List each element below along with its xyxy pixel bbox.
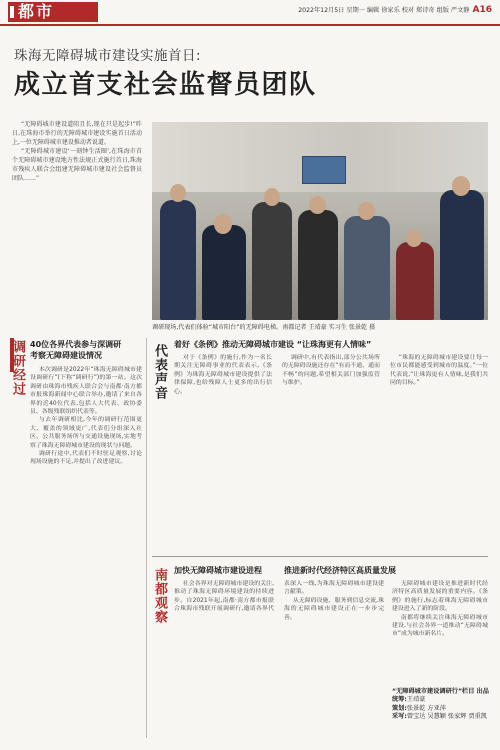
research-text xyxy=(30,366,142,738)
photo-caption: 调研现场,代表们体验“城市阳台”的无障碍电梯。南都记者 王靖豪 实习生 张景乾 摄 xyxy=(152,324,376,331)
voice-paragraph: 调研中,有代表指出,部分公共场所的无障碍设施还存在“有而不通、通而不畅”的问题,希望相关部门加强监管与维护。 xyxy=(282,355,380,387)
credits-block xyxy=(392,688,490,722)
credit-name: 张景乾 方亚萍 xyxy=(406,704,446,712)
voice-text xyxy=(174,354,488,550)
south-paragraph: 南都将继续关注珠海无障碍城市建设,与社会各界一道推动“无障碍城市”成为城市新名片。 xyxy=(392,614,488,638)
voice-paragraph: “珠海的无障碍城市建设要让每一位市民都能感受到城市的温度。”一位代表说,“让珠海更有人情味,是我们共同的目标。” xyxy=(390,355,488,387)
voice-title: 着好《条例》推动无障碍城市建设 “让珠海更有人情味” xyxy=(174,340,372,349)
research-paragraph: 本次调研是2022年“珠海无障碍城市建设调研行”(下称“调研行”)的第一站。这次调研由珠海市残疾人联合会与南都·南方都市报珠海新闻中心联合举办,邀请了来自各界的近40位代表,包括人大代表、政协委员、各级残联组织代表等。 xyxy=(30,367,142,416)
page-number: A16 xyxy=(472,5,492,15)
photo-head xyxy=(452,176,470,196)
photo-person xyxy=(252,202,292,320)
photo-head xyxy=(170,184,186,202)
south-paragraph: 社会各界对无障碍城市建设的关注,推动了珠海无障碍环境建设的持续进步。自2021年起,南都·南方都市报联合珠海市残联开展调研行,邀请各界代表深入一线,为珠海无障碍城市建设建言献策。 xyxy=(174,581,384,613)
label-south: 南都观察 xyxy=(152,568,167,624)
credit-label: 策划: xyxy=(392,704,407,712)
photo-person xyxy=(160,200,196,320)
credit-line xyxy=(392,705,490,713)
research-paragraph: 调研行途中,代表们不时驻足观察,讨论现场设施的不足,并提出了改进建议。 xyxy=(30,451,142,466)
label-research: 调研经过 xyxy=(10,340,25,396)
south-right-title: 推进新时代经济特区高质量发展 xyxy=(284,566,396,575)
south-right-text xyxy=(392,580,488,684)
photo-head xyxy=(309,196,326,214)
header-meta xyxy=(298,5,492,15)
credit-label: 统筹: xyxy=(392,696,407,704)
column-divider xyxy=(146,338,147,738)
credit-name: 王靖豪 xyxy=(406,696,426,704)
research-title-2: 考察无障碍建设情况 xyxy=(30,351,102,360)
section-tag: 都市 xyxy=(8,2,98,22)
credit-name: 曾宝达 吴慧颖 张家辉 贾重凯 xyxy=(406,713,488,721)
photo-person xyxy=(298,210,338,320)
credit-line xyxy=(392,713,490,721)
lead-text xyxy=(12,120,142,288)
research-paragraph: 与去年调研相比,今年的调研行范围更大、覆盖的领域更广,代表们分组深入社区、公共服务场所与交通设施现场,实地考察了珠海无障碍城市建设的现状与问题。 xyxy=(30,417,142,449)
photo-head xyxy=(214,214,232,234)
news-photo xyxy=(152,122,488,320)
credit-label: 采写: xyxy=(392,713,407,721)
lead-paragraph: “无障碍城市建设道阻且长,现在只是起步!”昨日,在珠海市举行的无障碍城市建设实施首日活动上,一位无障碍城市建设推动者说道。 xyxy=(12,121,142,146)
photo-person xyxy=(396,242,434,320)
section-divider xyxy=(152,556,488,557)
photo-person xyxy=(202,225,246,320)
photo-head xyxy=(358,202,375,220)
south-paragraph: 从无障碍设施、服务到信息交流,珠海的无障碍城市建设正在一步步完善。 xyxy=(284,597,384,621)
south-paragraph: 无障碍城市建设是推进新时代经济特区高质量发展的重要内容。《条例》的施行,标志着珠海无障碍城市建设进入了新的阶段。 xyxy=(392,581,488,613)
page-header xyxy=(0,0,500,26)
photo-sign xyxy=(302,156,346,184)
photo-head xyxy=(264,188,280,206)
issue-info: 2022年12月5日 星期一 编辑 徐家乐 校对 郑诗奇 组版 严文静 xyxy=(298,7,470,14)
photo-head xyxy=(406,230,422,247)
article-subtitle: 珠海无障碍城市建设实施首日: xyxy=(14,48,202,64)
south-left-title: 加快无障碍城市建设进程 xyxy=(174,566,262,575)
south-left-text xyxy=(174,580,384,738)
photo-person xyxy=(344,216,390,320)
voice-paragraph: 对于《条例》的施行,作为一名长期关注无障碍事业的代表表示,《条例》为珠海无障碍城市建设提供了法律保障,也给残障人士更多的出行信心。 xyxy=(174,355,272,395)
article-headline: 成立首支社会监督员团队 xyxy=(14,70,317,100)
credit-line xyxy=(392,696,490,704)
lead-paragraph: “无障碍城市建设‘一刻钟生活圈’,在珠海市首个无障碍城市建设地方性法规正式施行首日,珠海市残疾人联合会组建无障碍城市建设社会监督员团队……” xyxy=(12,148,142,182)
photo-person xyxy=(440,190,484,320)
research-title-1: 40位各界代表参与深调研 xyxy=(30,340,122,349)
label-voice: 代表声音 xyxy=(152,344,167,400)
credit-label: “无障碍城市建设调研行”栏目 出品 xyxy=(392,688,489,695)
